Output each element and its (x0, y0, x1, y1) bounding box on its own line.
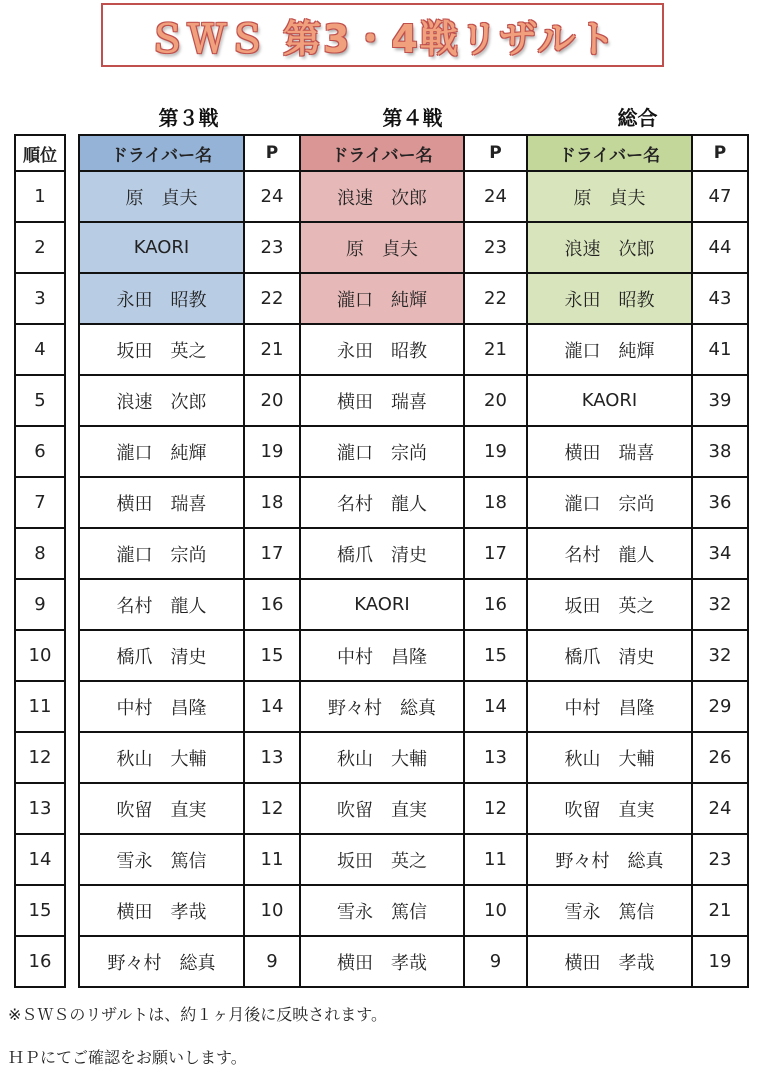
round3-points-header: P (244, 135, 300, 171)
total-points-cell: 32 (692, 630, 748, 681)
round3-driver-cell: 中村 昌隆 (79, 681, 244, 732)
column-gap (65, 375, 79, 426)
round3-driver-cell: 瀧口 純輝 (79, 426, 244, 477)
round4-points-cell: 22 (464, 273, 527, 324)
round3-driver-cell: 橋爪 清史 (79, 630, 244, 681)
round4-points-cell: 24 (464, 171, 527, 222)
round4-points-cell: 14 (464, 681, 527, 732)
round4-points-cell: 10 (464, 885, 527, 936)
round4-points-cell: 13 (464, 732, 527, 783)
round4-driver-cell: 瀧口 純輝 (300, 273, 464, 324)
column-gap (65, 579, 79, 630)
total-driver-cell: 秋山 大輔 (527, 732, 692, 783)
round4-driver-cell: KAORI (300, 579, 464, 630)
table-row (15, 936, 748, 987)
round3-points-cell: 20 (244, 375, 300, 426)
round3-points-cell: 21 (244, 324, 300, 375)
table-row (15, 732, 748, 783)
table-row (15, 783, 748, 834)
rank-cell: 10 (15, 630, 65, 681)
header-row (15, 135, 748, 171)
total-driver-cell: 浪速 次郎 (527, 222, 692, 273)
total-points-cell: 47 (692, 171, 748, 222)
total-driver-cell: 名村 龍人 (527, 528, 692, 579)
total-points-cell: 29 (692, 681, 748, 732)
column-gap (65, 135, 79, 171)
column-gap (65, 834, 79, 885)
column-gap (65, 732, 79, 783)
round4-points-cell: 9 (464, 936, 527, 987)
round4-points-cell: 15 (464, 630, 527, 681)
column-gap (65, 681, 79, 732)
rank-cell: 8 (15, 528, 65, 579)
total-points-header: P (692, 135, 748, 171)
rank-cell: 11 (15, 681, 65, 732)
total-points-cell: 43 (692, 273, 748, 324)
round3-driver-cell: 永田 昭教 (79, 273, 244, 324)
rank-cell: 13 (15, 783, 65, 834)
table-row (15, 426, 748, 477)
round4-driver-cell: 秋山 大輔 (300, 732, 464, 783)
round4-points-cell: 12 (464, 783, 527, 834)
round4-driver-cell: 名村 龍人 (300, 477, 464, 528)
round3-points-cell: 17 (244, 528, 300, 579)
round4-driver-cell: 横田 孝哉 (300, 936, 464, 987)
round3-points-cell: 19 (244, 426, 300, 477)
table-row (15, 528, 748, 579)
rank-header: 順位 (15, 135, 65, 171)
round3-driver-cell: 原 貞夫 (79, 171, 244, 222)
rank-cell: 2 (15, 222, 65, 273)
round3-points-cell: 10 (244, 885, 300, 936)
rank-cell: 4 (15, 324, 65, 375)
total-points-cell: 34 (692, 528, 748, 579)
total-driver-cell: 雪永 篤信 (527, 885, 692, 936)
table-row (15, 579, 748, 630)
rank-cell: 15 (15, 885, 65, 936)
table-row (15, 171, 748, 222)
total-points-cell: 21 (692, 885, 748, 936)
round4-points-cell: 18 (464, 477, 527, 528)
column-gap (65, 885, 79, 936)
round3-driver-cell: KAORI (79, 222, 244, 273)
round4-points-cell: 23 (464, 222, 527, 273)
table-row (15, 477, 748, 528)
round4-heading: 第４戦 (382, 105, 443, 130)
round4-driver-cell: 永田 昭教 (300, 324, 464, 375)
total-driver-cell: 橋爪 清史 (527, 630, 692, 681)
total-driver-cell: 瀧口 宗尚 (527, 477, 692, 528)
round4-points-header: P (464, 135, 527, 171)
round4-driver-cell: 原 貞夫 (300, 222, 464, 273)
rank-cell: 14 (15, 834, 65, 885)
round4-driver-cell: 雪永 篤信 (300, 885, 464, 936)
round3-points-cell: 12 (244, 783, 300, 834)
column-gap (65, 783, 79, 834)
total-driver-cell: 吹留 直実 (527, 783, 692, 834)
round4-driver-cell: 野々村 総真 (300, 681, 464, 732)
total-points-cell: 36 (692, 477, 748, 528)
total-points-cell: 39 (692, 375, 748, 426)
column-gap (65, 426, 79, 477)
total-driver-cell: 野々村 総真 (527, 834, 692, 885)
round4-driver-cell: 瀧口 宗尚 (300, 426, 464, 477)
round4-driver-cell: 中村 昌隆 (300, 630, 464, 681)
round3-driver-cell: 横田 瑞喜 (79, 477, 244, 528)
round3-points-cell: 13 (244, 732, 300, 783)
total-points-cell: 41 (692, 324, 748, 375)
round4-points-cell: 16 (464, 579, 527, 630)
total-points-cell: 38 (692, 426, 748, 477)
round3-driver-header: ドライバー名 (79, 135, 244, 171)
round3-driver-cell: 名村 龍人 (79, 579, 244, 630)
total-driver-cell: 永田 昭教 (527, 273, 692, 324)
table-row (15, 222, 748, 273)
round3-driver-cell: 浪速 次郎 (79, 375, 244, 426)
round3-driver-cell: 瀧口 宗尚 (79, 528, 244, 579)
total-driver-cell: 坂田 英之 (527, 579, 692, 630)
page-title: ＳＷＳ 第3・4戦リザルト (101, 3, 664, 67)
round3-driver-cell: 野々村 総真 (79, 936, 244, 987)
table-row (15, 681, 748, 732)
total-points-cell: 24 (692, 783, 748, 834)
total-points-cell: 26 (692, 732, 748, 783)
table-row (15, 273, 748, 324)
round3-points-cell: 23 (244, 222, 300, 273)
round3-driver-cell: 坂田 英之 (79, 324, 244, 375)
total-points-cell: 19 (692, 936, 748, 987)
column-gap (65, 273, 79, 324)
rank-cell: 7 (15, 477, 65, 528)
round4-driver-header: ドライバー名 (300, 135, 464, 171)
round3-driver-cell: 吹留 直実 (79, 783, 244, 834)
rank-cell: 1 (15, 171, 65, 222)
total-heading: 総合 (617, 105, 658, 130)
round3-points-cell: 14 (244, 681, 300, 732)
rank-cell: 16 (15, 936, 65, 987)
column-gap (65, 936, 79, 987)
round3-points-cell: 24 (244, 171, 300, 222)
note-line-1: ※ＳＷＳのリザルトは、約１ヶ月後に反映されます。 (8, 1005, 388, 1024)
total-driver-cell: 中村 昌隆 (527, 681, 692, 732)
total-points-cell: 23 (692, 834, 748, 885)
total-driver-cell: 横田 瑞喜 (527, 426, 692, 477)
round4-points-cell: 17 (464, 528, 527, 579)
column-gap (65, 528, 79, 579)
column-gap (65, 477, 79, 528)
rank-cell: 3 (15, 273, 65, 324)
total-driver-cell: 横田 孝哉 (527, 936, 692, 987)
rank-cell: 12 (15, 732, 65, 783)
round3-driver-cell: 横田 孝哉 (79, 885, 244, 936)
table-row (15, 630, 748, 681)
rank-cell: 9 (15, 579, 65, 630)
round4-points-cell: 20 (464, 375, 527, 426)
table-row (15, 375, 748, 426)
column-gap (65, 324, 79, 375)
total-driver-cell: 原 貞夫 (527, 171, 692, 222)
column-gap (65, 171, 79, 222)
round3-points-cell: 16 (244, 579, 300, 630)
round4-points-cell: 21 (464, 324, 527, 375)
rank-cell: 5 (15, 375, 65, 426)
round4-driver-cell: 橋爪 清史 (300, 528, 464, 579)
total-driver-cell: KAORI (527, 375, 692, 426)
round3-driver-cell: 雪永 篤信 (79, 834, 244, 885)
note-line-2: ＨＰにてご確認をお願いします。 (8, 1048, 247, 1067)
round3-driver-cell: 秋山 大輔 (79, 732, 244, 783)
total-points-cell: 44 (692, 222, 748, 273)
table-row (15, 834, 748, 885)
total-points-cell: 32 (692, 579, 748, 630)
total-driver-cell: 瀧口 純輝 (527, 324, 692, 375)
round3-heading: 第３戦 (158, 105, 219, 130)
round3-points-cell: 18 (244, 477, 300, 528)
round4-points-cell: 11 (464, 834, 527, 885)
round4-driver-cell: 浪速 次郎 (300, 171, 464, 222)
rank-cell: 6 (15, 426, 65, 477)
round3-points-cell: 15 (244, 630, 300, 681)
column-gap (65, 222, 79, 273)
round4-points-cell: 19 (464, 426, 527, 477)
round3-points-cell: 11 (244, 834, 300, 885)
round4-driver-cell: 吹留 直実 (300, 783, 464, 834)
total-driver-header: ドライバー名 (527, 135, 692, 171)
table-row (15, 324, 748, 375)
table-row (15, 885, 748, 936)
round4-driver-cell: 横田 瑞喜 (300, 375, 464, 426)
round3-points-cell: 22 (244, 273, 300, 324)
column-gap (65, 630, 79, 681)
results-table (14, 134, 749, 988)
round3-points-cell: 9 (244, 936, 300, 987)
round4-driver-cell: 坂田 英之 (300, 834, 464, 885)
